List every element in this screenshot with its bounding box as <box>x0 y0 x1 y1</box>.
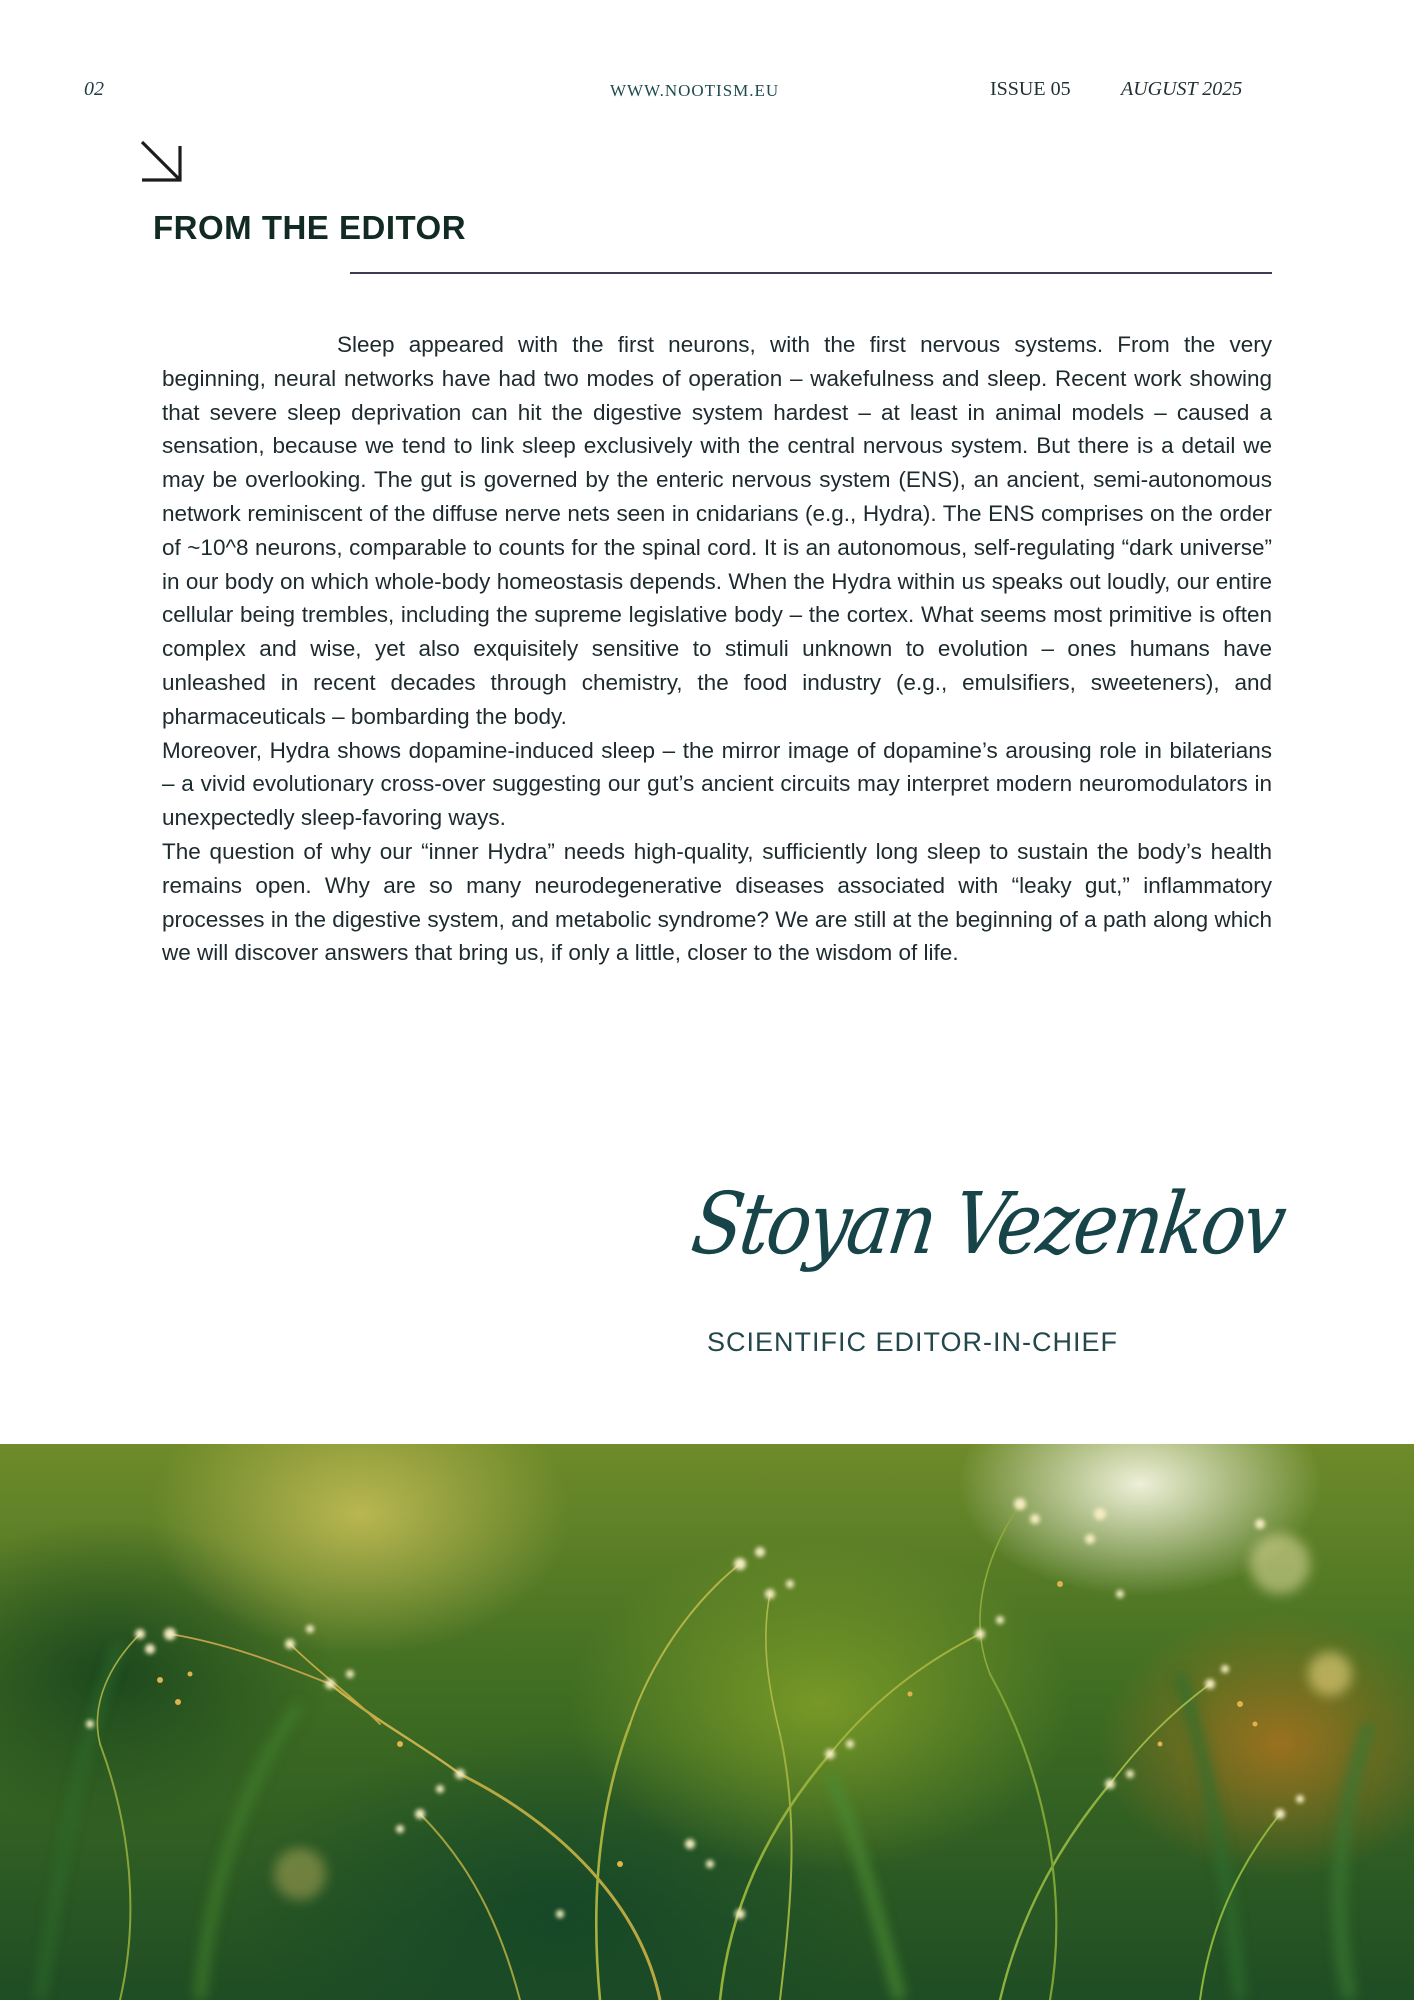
meadow-flowers-illustration <box>0 1444 1414 2000</box>
page-number: 02 <box>84 78 104 100</box>
editor-signature <box>686 1175 1290 1310</box>
signature-name: Stoyan Vezenkov <box>686 1175 1290 1274</box>
section-title: FROM THE EDITOR <box>153 209 467 246</box>
arrow-down-right-icon <box>140 140 184 184</box>
title-divider <box>350 272 1272 274</box>
body-paragraph: Moreover, Hydra shows dopamine-induced sleep – the mirror image of dopamine’s arousing role in bilaterians – a vivid evolutionary cross-over suggesting our gut’s ancient circuits may interpret modern neuromodulators in unexpectedly sleep-favoring ways. <box>162 737 1272 831</box>
body-paragraph: The question of why our “inner Hydra” needs high-quality, sufficiently long sleep to sustain the body’s health remains open. Why are so many neurodegenerative diseases associated with “leaky gut,” inflammatory processes in the digestive system, and metabolic syndrome? We are still at the beginning of a path along which we will discover answers that bring us, if only a little, closer to the wisdom of life. <box>162 838 1272 966</box>
editor-role: SCIENTIFIC EDITOR-IN-CHIEF <box>707 1327 1119 1357</box>
meadow-flowers-photo <box>0 1444 1414 2000</box>
body-paragraph: Sleep appeared with the first neurons, with the first nervous systems. From the very beginning, neural networks have had two modes of operation – wakefulness and sleep. Recent work showing that severe sleep deprivation can hit the digestive system hardest – at least in animal models – caused a sensation, because we tend to link sleep exclusively with the central nervous system. But there is a detail we may be overlooking. The gut is governed by the enteric nervous system (ENS), an ancient, semi-autonomous network reminiscent of the diffuse nerve nets seen in cnidarians (e.g., Hydra). The ENS comprises on the order of ~10^8 neurons, comparable to counts for the spinal cord. It is an autonomous, self-regulating “dark universe” in our body on which whole-body homeostasis depends. When the Hydra within us speaks out loudly, our entire cellular being trembles, including the supreme legislative body – the cortex. What seems most primitive is often complex and wise, yet also exquisitely sensitive to stimuli unknown to evolution – ones humans have unleashed in recent decades through chemistry, the food industry (e.g., emulsifiers, sweeteners), and pharmaceuticals – bombarding the body. <box>162 332 1272 729</box>
editorial-body <box>162 328 1272 970</box>
issue-date: AUGUST 2025 <box>1121 78 1243 100</box>
page-header <box>0 78 1414 108</box>
website-link[interactable]: WWW.NOOTISM.EU <box>610 81 780 100</box>
issue-label: ISSUE 05 <box>990 78 1071 100</box>
